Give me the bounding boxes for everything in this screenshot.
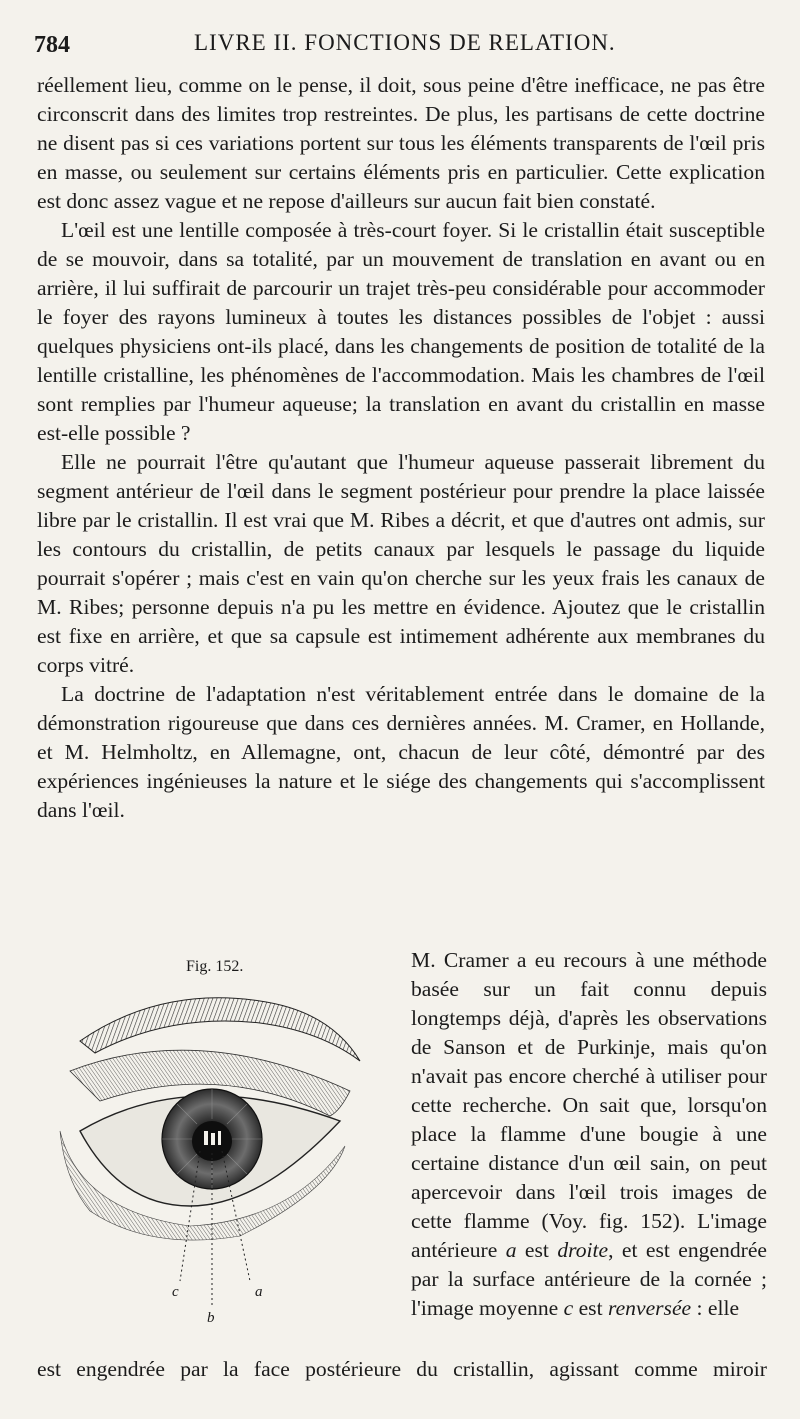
paragraph-3: Elle ne pourrait l'être qu'autant que l'humeur aqueuse passerait librement du segment antérieur de l'œil dans le segment postérieur pour prendre la place laissée libre par le cristallin. Il est vrai que M. Ribes a décrit, et que d'autres ont admis, sur les contours du cristallin, de petits canaux par lesquels le passage du liquide pourrait s'opérer ; mais c'est en vain qu'on cherche sur les yeux frais les canaux de M. Ribes; personne depuis n'a pu les mettre en évidence. Ajoutez que le cristallin est fixe en arrière, et que sa capsule est intimement adhérente aux membranes du corps vitré. — [37, 450, 765, 677]
paragraph-4: La doctrine de l'adaptation n'est véritablement entrée dans le domaine de la démonstration rigoureuse que dans ces dernières années. M. Cramer, en Hollande, et M. Helmholtz, en Allemagne, ont, chacun de leur côté, démontré par des expériences ingénieuses la nature et le siége des changements qui s'accomplissent dans l'œil. — [37, 682, 765, 822]
figure-letter-a: a — [255, 1284, 263, 1300]
closing-line: est engendrée par la face postérieure du cristallin, agissant comme miroir — [37, 1357, 767, 1381]
side-text-part-4: est — [573, 1296, 608, 1320]
side-text-part-3: , et est engendrée par la surface antérieure de la cornée ; l'image moyenne — [411, 1238, 767, 1320]
side-paragraph — [411, 946, 767, 1323]
page-number: 784 — [34, 32, 70, 58]
word-renversee: renversée — [608, 1296, 692, 1320]
main-text — [37, 71, 765, 825]
page-header — [34, 30, 766, 64]
side-text-part-5: : elle — [691, 1296, 740, 1320]
figure-letter-b: b — [207, 1310, 215, 1326]
image-letter-c: c — [563, 1296, 574, 1320]
side-text-part-2: est — [516, 1238, 558, 1262]
figure-letter-c: c — [172, 1284, 179, 1300]
running-head: LIVRE II. FONCTIONS DE RELATION. — [194, 30, 616, 55]
figure-side-text — [411, 946, 767, 1323]
word-droite: droite — [557, 1238, 609, 1262]
side-text-part-1: M. Cramer a eu recours à une méthode basée sur un fait connu depuis longtemps déjà, d'après les observations de Sanson et de Purkinje, mais qu'on n'avait pas encore cherché à utiliser pour cette recherche. On sait que, lorsqu'on place la flamme d'une bougie à une certaine distance d'un œil sain, on peut apercevoir dans l'œil trois images de cette flamme (Voy. fig. 152). L'image antérieure — [411, 948, 767, 1262]
figure-label: Fig. 152. — [186, 958, 244, 975]
figure-152 — [40, 953, 402, 1343]
eye-engraving-icon — [40, 981, 370, 1341]
image-letter-a: a — [505, 1238, 517, 1262]
paragraph-2: L'œil est une lentille composée à très-court foyer. Si le cristallin était susceptible de se mouvoir, dans sa totalité, par un mouvement de translation en avant ou en arrière, il lui suffirait de parcourir un trajet très-peu considérable pour accommoder le foyer des rayons lumineux à toutes les distances possibles de l'objet : aussi quelques physiciens ont-ils placé, dans les changements de position de totalité de la lentille cristalline, les phénomènes de l'accommodation. Mais les chambres de l'œil sont remplies par l'humeur aqueuse; la translation en avant du cristallin en masse est-elle possible ? — [37, 218, 765, 445]
paragraph-1: réellement lieu, comme on le pense, il doit, sous peine d'être inefficace, ne pas être circonscrit dans des limites trop restreintes. De plus, les partisans de cette doctrine ne disent pas si ces variations portent sur tous les éléments transparents de l'œil pris en masse, ou seulement sur certains éléments pris en particulier. Cette explication est donc assez vague et ne repose d'ailleurs sur aucun fait bien constaté. — [37, 73, 765, 213]
